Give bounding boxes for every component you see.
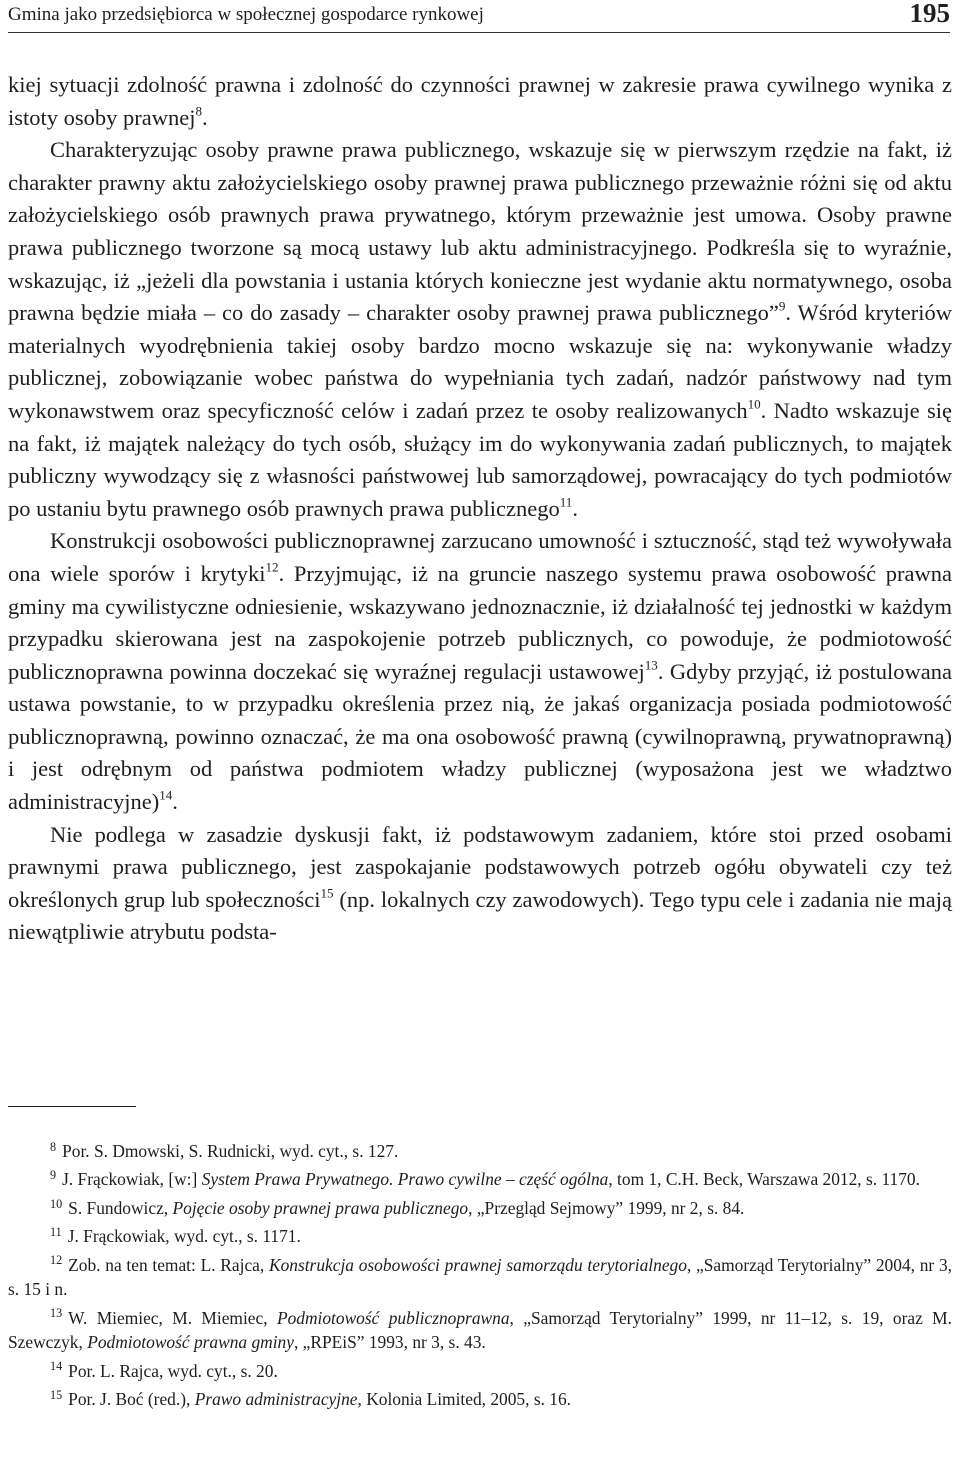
footnote-text: Por. J. Boć (red.),	[68, 1388, 195, 1409]
paragraph-2	[8, 134, 952, 525]
footnote-15	[8, 1387, 952, 1412]
footnote-text: , „Przegląd Sejmowy” 1999, nr 2, s. 84.	[468, 1197, 745, 1218]
footnote-11	[8, 1224, 952, 1249]
footnote-text: Por. L. Rajca, wyd. cyt., s. 20.	[68, 1360, 278, 1381]
page-header	[8, 0, 950, 33]
footnote-13	[8, 1306, 952, 1355]
paragraph-text: Charakteryzując osoby prawne prawa publicznego, wskazuje się w pierwszym rzędzie na fakt, iż charakter prawny aktu założycielskiego osoby prawnej prawa publicznego przeważnie różni się od aktu założycielskiego osób prawnych prawa prywatnego, którym przeważnie jest umowa. Osoby prawne prawa publicznego tworzone są mocą ustawy lub aktu administracyjnego. Podkreśla się to wyraźnie, wskazując, iż „jeżeli dla powstania i ustania których konieczne jest wydanie aktu normatywnego, osoba prawna będzie miała – co do zasady – charakter osoby prawnej prawa publicznego”	[8, 137, 952, 326]
footnote-text: , „Samorząd Terytorialny” 2004, nr 3, s. 15 i n.	[8, 1254, 952, 1300]
paragraph-text: (np. lokalnych czy zawodowych). Tego typu cele i zadania nie mają niewątpliwie atrybutu podsta-	[8, 886, 952, 945]
footnote-text: Zob. na ten temat: L. Rajca,	[68, 1254, 269, 1275]
footnote-ref-12[interactable]: 12	[265, 559, 279, 575]
footnote-number: 10	[50, 1196, 63, 1211]
footnote-ref-11[interactable]: 11	[559, 494, 573, 510]
running-title: Gmina jako przedsiębiorca w społecznej gospodarce rynkowej	[8, 4, 484, 25]
footnotes	[8, 1139, 952, 1415]
footnote-number: 15	[50, 1387, 63, 1402]
footnote-title: Podmiotowość prawna gminy	[87, 1332, 294, 1353]
footnote-14	[8, 1359, 952, 1384]
paragraph-text: . Przyjmując, iż na gruncie naszego systemu prawa osobowość prawna gminy ma cywilistyczne odniesienie, wskazywano jednoznacznie, iż działalność tej jednostki w każdym przypadku skierowana jest na zaspokojenie potrzeb publicznych, co powoduje, że podmiotowość publicznoprawna powinna doczekać się wyraźnej regulacji ustawowej	[8, 560, 952, 684]
footnote-ref-13[interactable]: 13	[644, 657, 658, 673]
footnote-number: 12	[50, 1253, 63, 1268]
paragraph-text: .	[172, 789, 178, 815]
footnote-text: , „Samorząd Terytorialny” 1999, nr 11–12, s. 19, oraz M. Szewczyk,	[8, 1307, 952, 1353]
paragraph-text: . Gdyby przyjąć, iż postulowana ustawa powstanie, to w przypadku określenia przez nią, że jakaś organizacja posiada podmiotowość publicznoprawną, powinno oznaczać, że ma ona osobowość prawną (cywilnoprawną, prywatnoprawną) i jest odrębnym od państwa podmiotem władzy publicznej (wyposażona jest we władztwo administracyjne)	[8, 658, 952, 815]
footnote-title: Podmiotowość publicznoprawna	[276, 1307, 510, 1328]
page-number: 195	[909, 0, 950, 28]
footnote-text: , tom 1, C.H. Beck, Warszawa 2012, s. 1170.	[608, 1169, 920, 1190]
footnote-9	[8, 1167, 952, 1192]
paragraph-1	[8, 69, 952, 134]
footnote-text: S. Fundowicz,	[68, 1197, 173, 1218]
footnote-text: Por. S. Dmowski, S. Rudnicki, wyd. cyt., s. 127.	[62, 1141, 399, 1161]
footnote-text: J. Frąckowiak, wyd. cyt., s. 1171.	[67, 1226, 301, 1247]
footnote-text: J. Frąckowiak, [w:]	[62, 1169, 202, 1190]
paragraph-text: .	[572, 495, 578, 521]
footnote-ref-10[interactable]: 10	[747, 396, 761, 412]
footnote-8	[8, 1139, 952, 1164]
paragraph-text: .	[202, 104, 208, 130]
paragraph-text: kiej sytuacji zdolność prawna i zdolność do czynności prawnej w zakresie prawa cywilnego wynika z istoty osoby prawnej	[8, 72, 952, 130]
footnote-title: Pojęcie osoby prawnej prawa publicznego	[172, 1197, 469, 1218]
footnote-text: , Kolonia Limited, 2005, s. 16.	[357, 1388, 572, 1409]
footnote-10	[8, 1196, 952, 1221]
paragraph-text: Konstrukcji osobowości publicznoprawnej zarzucano umowność i sztuczność, stąd też wywoływała ona wiele sporów i krytyki	[8, 528, 952, 586]
footnote-text: , „RPEiS” 1993, nr 3, s. 43.	[293, 1332, 486, 1353]
footnote-12	[8, 1253, 952, 1302]
footnote-title: Prawo administracyjne	[194, 1388, 358, 1409]
footnote-number: 13	[50, 1306, 63, 1321]
footnote-number: 14	[50, 1359, 63, 1374]
paragraph-3	[8, 525, 952, 818]
footnote-ref-14[interactable]: 14	[159, 787, 173, 803]
footnote-ref-8[interactable]: 8	[195, 103, 203, 119]
paragraph-text: . Wśród kryteriów materialnych wyodrębnienia takiej osoby bardzo mocno wskazuje się na: wykonywanie władzy publicznej, zobowiązanie wobec państwa do wypełniania tych zadań, nadzór państwowy nad tym wykonawstwem oraz specyficzność celów i zadań przez te osoby realizowanych	[8, 300, 952, 423]
footnote-number: 9	[50, 1168, 57, 1183]
footnote-ref-9[interactable]: 9	[778, 298, 786, 314]
paragraph-text: . Nadto wskazuje się na fakt, iż majątek należący do tych osób, służący im do wykonywania zadań publicznych, to majątek publiczny wywodzący się z własności państwowej lub samorządowej, powracający do tych podmiotów po ustaniu bytu prawnego osób prawnych prawa publicznego	[8, 397, 952, 521]
footnote-number: 8	[50, 1139, 57, 1154]
paragraph-4	[8, 819, 952, 949]
footnote-text: W. Miemiec, M. Miemiec,	[68, 1307, 277, 1328]
paragraph-text: Nie podlega w zasadzie dyskusji fakt, iż podstawowym zadaniem, które stoi przed osobami prawnymi prawa publicznego, jest zaspokajanie podstawowych potrzeb ogółu obywateli czy też określonych grup lub społeczności	[8, 821, 952, 912]
footnote-title: Konstrukcja osobowości prawnej samorządu terytorialnego	[268, 1254, 687, 1275]
footnote-number: 11	[50, 1225, 62, 1240]
body-text	[8, 69, 952, 949]
footnote-ref-15[interactable]: 15	[320, 885, 334, 901]
footnote-separator	[8, 1106, 136, 1107]
footnote-title: System Prawa Prywatnego. Prawo cywilne – część ogólna	[201, 1169, 609, 1190]
